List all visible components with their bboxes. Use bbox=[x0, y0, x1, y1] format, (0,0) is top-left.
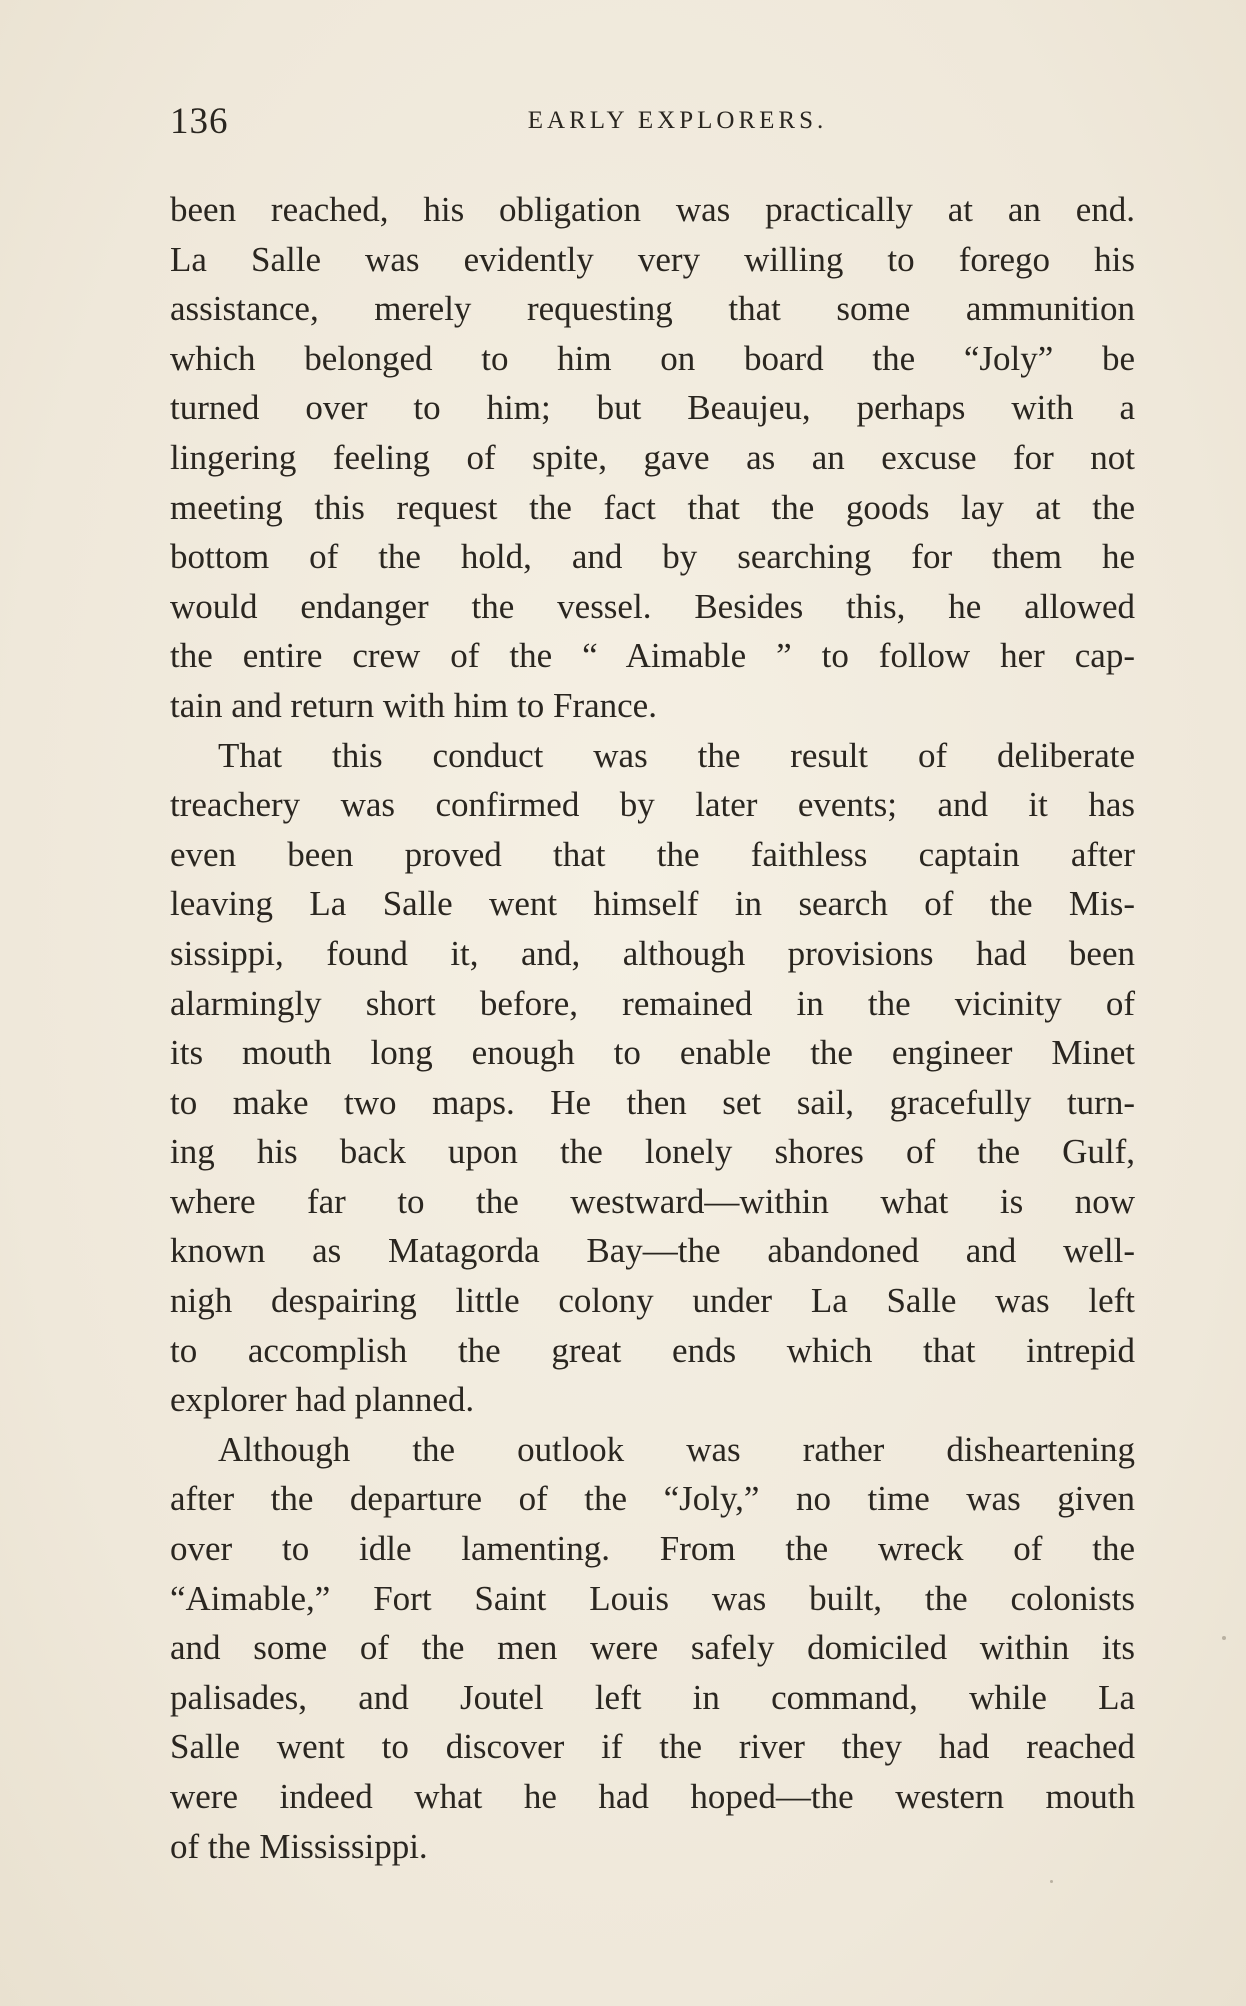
text-line: to make two maps. He then set sail, gracefully turn- bbox=[170, 1082, 1135, 1122]
text-line: after the departure of the “Joly,” no time was given bbox=[170, 1479, 1135, 1519]
text-line: assistance, merely requesting that some ammunition bbox=[170, 289, 1135, 329]
text-line: alarmingly short before, remained in the vicinity of bbox=[170, 983, 1135, 1023]
paper-speck bbox=[1222, 1636, 1226, 1640]
text-line: “Aimable,” Fort Saint Louis was built, the colonists bbox=[170, 1578, 1135, 1618]
text-line: been reached, his obligation was practically at an end. bbox=[170, 190, 1135, 229]
text-line: turned over to him; but Beaujeu, perhaps with a bbox=[170, 388, 1135, 428]
running-title: EARLY EXPLORERS. bbox=[527, 107, 828, 134]
text-line: which belonged to him on board the “Joly” be bbox=[170, 338, 1135, 378]
text-line: bottom of the hold, and by searching for them he bbox=[170, 537, 1135, 577]
text-line: treachery was confirmed by later events; and it has bbox=[170, 785, 1135, 825]
text-line: would endanger the vessel. Besides this, he allowed bbox=[170, 586, 1135, 626]
text-line: over to idle lamenting. From the wreck of the bbox=[170, 1529, 1135, 1569]
page-number: 136 bbox=[170, 101, 229, 142]
text-line: and some of the men were safely domiciled within its bbox=[170, 1628, 1135, 1668]
text-line: known as Matagorda Bay—the abandoned and well- bbox=[170, 1231, 1135, 1271]
paper-speck bbox=[1050, 1880, 1053, 1883]
text-line: were indeed what he had hoped—the western mouth bbox=[170, 1777, 1135, 1816]
text-line: meeting this request the fact that the goods lay at the bbox=[170, 487, 1135, 527]
text-line: the entire crew of the “ Aimable ” to follow her cap- bbox=[170, 636, 1135, 676]
text-line: ing his back upon the lonely shores of the Gulf, bbox=[170, 1132, 1135, 1172]
text-line: to accomplish the great ends which that intrepid bbox=[170, 1330, 1135, 1370]
text-line: lingering feeling of spite, gave as an excuse for not bbox=[170, 437, 1135, 477]
text-line: explorer had planned. bbox=[170, 1380, 475, 1420]
running-head bbox=[170, 100, 1135, 150]
text-line: tain and return with him to France. bbox=[170, 685, 657, 725]
text-line: of the Mississippi. bbox=[170, 1826, 428, 1866]
text-line: where far to the westward—within what is now bbox=[170, 1181, 1135, 1221]
text-line: sissippi, found it, and, although provisions had been bbox=[170, 933, 1135, 973]
text-line: palisades, and Joutel left in command, while La bbox=[170, 1677, 1135, 1717]
text-line: nigh despairing little colony under La Salle was left bbox=[170, 1281, 1135, 1321]
body-text bbox=[170, 185, 1135, 1871]
text-line: La Salle was evidently very willing to forego his bbox=[170, 239, 1135, 279]
text-line: its mouth long enough to enable the engineer Minet bbox=[170, 1033, 1135, 1073]
text-line: That this conduct was the result of deliberate bbox=[218, 735, 1135, 775]
text-line: Salle went to discover if the river they had reached bbox=[170, 1727, 1135, 1767]
text-line: leaving La Salle went himself in search of the Mis- bbox=[170, 884, 1135, 924]
text-line: even been proved that the faithless captain after bbox=[170, 834, 1135, 874]
text-line: Although the outlook was rather disheartening bbox=[218, 1429, 1135, 1469]
